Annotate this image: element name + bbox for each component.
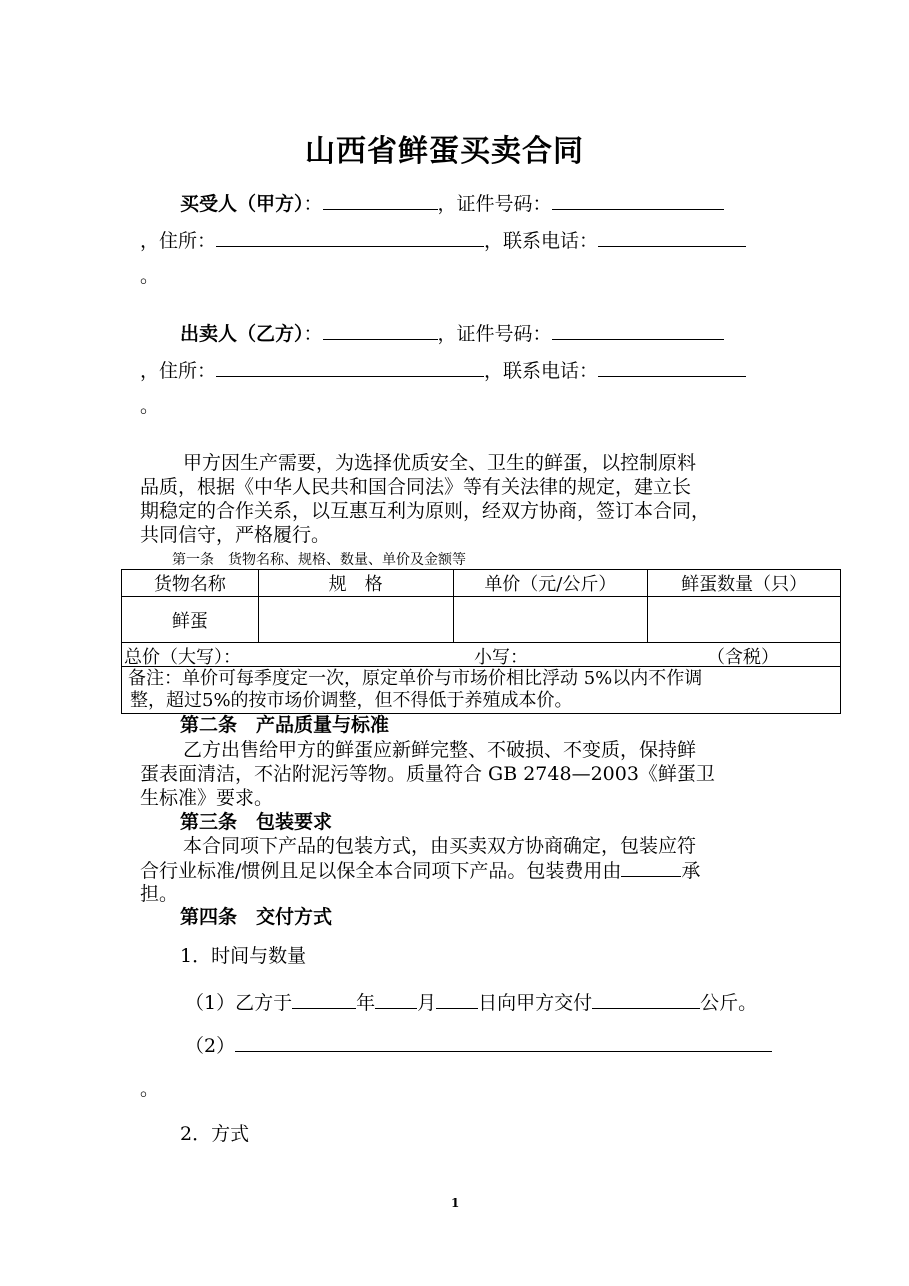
table-header-row [122, 570, 841, 597]
buyer-phone-blank[interactable] [598, 228, 746, 247]
day-label: 日向甲方交付 [478, 992, 593, 1014]
sub-1-prefix: （1）乙方于 [185, 992, 293, 1014]
article-4-heading: 第四条 交付方式 [180, 906, 333, 928]
article-3-line-2-text: 合行业标准/惯例且足以保全本合同项下产品。包装费用由 [140, 860, 622, 882]
intro-line-2: 品质，根据《中华人民共和国合同法》等有关法律的规定，建立长 [140, 476, 692, 498]
day-blank[interactable] [436, 990, 478, 1009]
tax-note: （含税） [707, 647, 779, 668]
goods-table [121, 569, 841, 714]
article-2-line-3: 生标准》要求。 [140, 787, 274, 809]
header-goods-name: 货物名称 [122, 570, 259, 597]
seller-line-2 [140, 358, 746, 383]
year-label: 年 [356, 992, 376, 1014]
cell-quantity[interactable] [648, 597, 841, 643]
weight-unit-label: 公斤。 [700, 992, 758, 1014]
seller-address-label: ，住所： [140, 360, 217, 382]
article-3-heading: 第三条 包装要求 [180, 811, 333, 833]
article-3-line-2-end: 承 [681, 860, 701, 882]
sub-2-prefix: （2） [185, 1035, 236, 1057]
buyer-colon: ： [303, 193, 323, 215]
intro-line-4: 共同信守，严格履行。 [140, 524, 331, 546]
header-egg-quantity: 鲜蛋数量（只） [648, 570, 841, 597]
buyer-line-1 [180, 191, 724, 216]
table-note-row [122, 667, 841, 714]
note-line-2: 整，超过5%的按市场价调整，但不得低于养殖成本价。 [130, 690, 573, 711]
buyer-label: 买受人（甲方） [180, 193, 304, 215]
buyer-phone-label: ，联系电话： [484, 230, 599, 252]
buyer-id-label: ，证件号码： [437, 193, 552, 215]
sub-2-end-mark: 。 [140, 1078, 160, 1100]
seller-line-1 [180, 321, 724, 346]
cell-goods-name: 鲜蛋 [122, 597, 259, 643]
sub-2-blank[interactable] [235, 1033, 772, 1052]
note-cell [122, 667, 841, 714]
year-blank[interactable] [292, 990, 356, 1009]
seller-name-blank[interactable] [323, 321, 438, 340]
month-label: 月 [417, 992, 437, 1014]
article-4-sub-1 [185, 990, 757, 1015]
total-big-label: 总价（大写）： [124, 647, 241, 668]
table-total-row [122, 643, 841, 667]
weight-blank[interactable] [592, 990, 700, 1009]
article-1-heading: 第一条 货物名称、规格、数量、单价及金额等 [172, 552, 466, 568]
header-unit-price: 单价（元/公斤） [453, 570, 648, 597]
page-number: 1 [451, 1196, 460, 1210]
article-3-line-2 [140, 858, 700, 883]
buyer-address-blank[interactable] [216, 228, 484, 247]
buyer-line-2 [140, 228, 746, 253]
total-small-label: 小写： [474, 647, 528, 668]
seller-end-mark: 。 [140, 395, 160, 417]
seller-address-blank[interactable] [216, 358, 484, 377]
intro-line-3: 期稳定的合作关系，以互惠互利为原则，经双方协商，签订本合同， [140, 500, 711, 522]
buyer-address-label: ，住所： [140, 230, 217, 252]
table-row [122, 597, 841, 643]
article-3-line-1: 本合同项下产品的包装方式，由买卖双方协商确定，包装应符 [183, 835, 697, 857]
total-cell [122, 643, 841, 667]
buyer-name-blank[interactable] [323, 191, 438, 210]
cell-unit-price[interactable] [453, 597, 648, 643]
article-2-heading: 第二条 产品质量与标准 [180, 714, 390, 736]
intro-line-1: 甲方因生产需要，为选择优质安全、卫生的鲜蛋，以控制原料 [183, 452, 697, 474]
article-2-line-2: 蛋表面清洁，不沾附泥污等物。质量符合 GB 2748—2003《鲜蛋卫 [140, 763, 715, 785]
article-2-line-1: 乙方出售给甲方的鲜蛋应新鲜完整、不破损、不变质，保持鲜 [183, 739, 697, 761]
packaging-payer-blank[interactable] [621, 858, 681, 877]
seller-phone-label: ，联系电话： [484, 360, 599, 382]
page-title: 山西省鲜蛋买卖合同 [305, 134, 584, 169]
article-4-item-1: 1．时间与数量 [180, 945, 307, 967]
seller-phone-blank[interactable] [598, 358, 746, 377]
seller-id-label: ，证件号码： [437, 323, 552, 345]
article-4-sub-2 [185, 1033, 772, 1058]
month-blank[interactable] [375, 990, 417, 1009]
buyer-end-mark: 。 [140, 265, 160, 287]
seller-id-blank[interactable] [552, 321, 724, 340]
cell-spec[interactable] [258, 597, 453, 643]
article-3-line-3: 担。 [140, 883, 179, 905]
note-line-1: 备注：单价可每季度定一次，原定单价与市场价相比浮动 5%以内不作调 [128, 668, 703, 689]
header-spec: 规 格 [258, 570, 453, 597]
buyer-id-blank[interactable] [552, 191, 724, 210]
seller-label: 出卖人（乙方） [180, 323, 304, 345]
article-4-item-2: 2．方式 [180, 1123, 250, 1145]
seller-colon: ： [303, 323, 323, 345]
